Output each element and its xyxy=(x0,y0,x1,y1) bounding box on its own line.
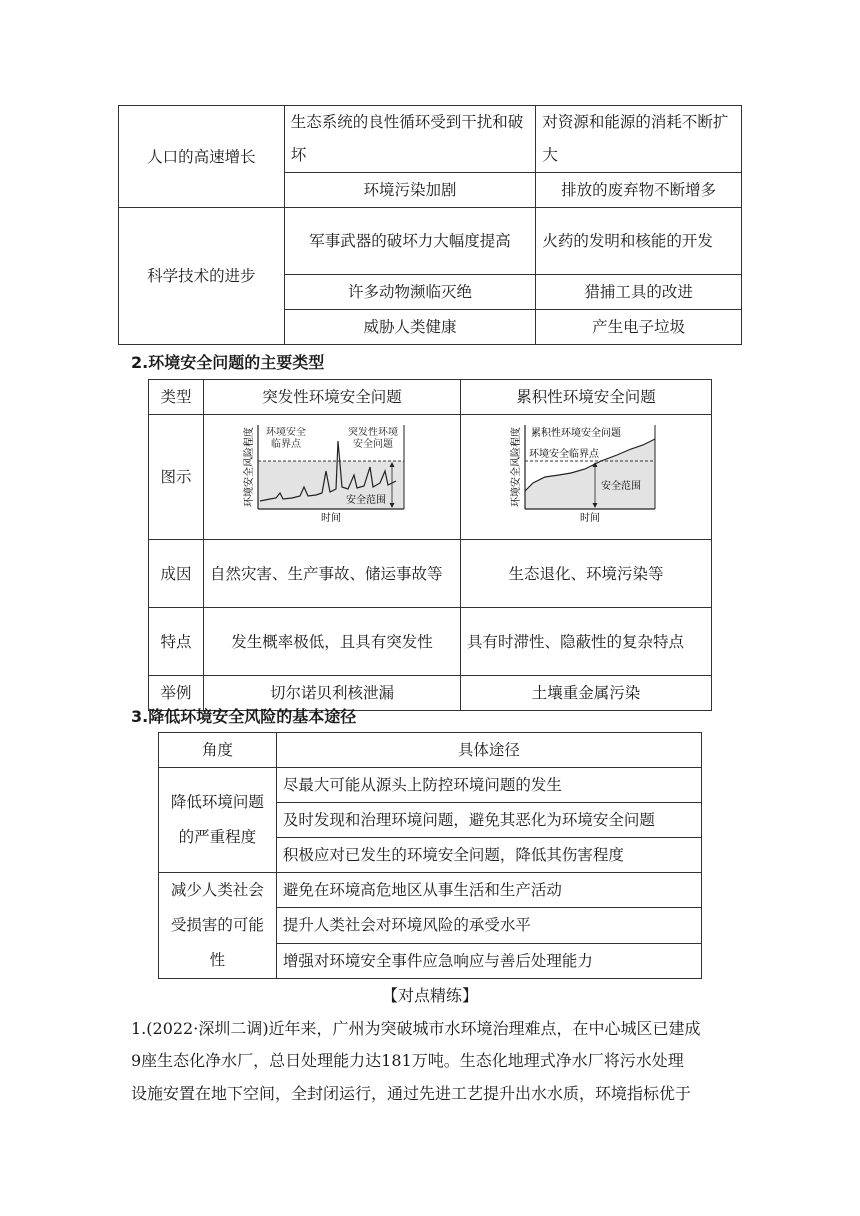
problem-cell: 许多动物濒临灭绝 xyxy=(284,275,536,310)
way-cell: 避免在环境高危地区从事生活和生产活动 xyxy=(276,873,701,908)
sudden-feature-cell: 发生概率极低，且具有突发性 xyxy=(204,608,461,676)
table-row xyxy=(159,768,702,803)
row-label: 图示 xyxy=(149,415,204,540)
paragraph-line: 设施安置在地下空间，全封闭运行，通过先进工艺提升出水水质，环境指标优于 xyxy=(131,1083,692,1103)
row-label: 举例 xyxy=(149,676,204,711)
row-label: 成因 xyxy=(149,540,204,608)
table-row xyxy=(149,415,712,540)
header-cell: 具体途径 xyxy=(276,733,701,768)
table-header-row xyxy=(159,733,702,768)
practice-title: 【对点精练】 xyxy=(381,986,478,1005)
chart-ylabel: 环境安全风险程度 xyxy=(244,427,255,507)
table-row xyxy=(149,608,712,676)
problem-cell: 威胁人类健康 xyxy=(284,310,536,345)
cause-cell: 科学技术的进步 xyxy=(119,208,285,345)
table-row xyxy=(159,873,702,908)
problem-cell: 环境污染加剧 xyxy=(284,173,536,208)
angle-cell: 降低环境问题的严重程度 xyxy=(159,768,277,873)
sudden-cause-cell: 自然灾害、生产事故、储运事故等 xyxy=(204,540,461,608)
range-label: 安全范围 xyxy=(346,495,386,506)
way-cell: 增强对环境安全事件应急响应与善后处理能力 xyxy=(276,943,701,978)
line-label: 累积性环境安全问题 xyxy=(531,428,621,439)
header-cell: 角度 xyxy=(159,733,277,768)
population-technology-table xyxy=(118,105,742,345)
environment-safety-types-table xyxy=(148,379,712,711)
table-row xyxy=(149,540,712,608)
header-cell: 累积性环境安全问题 xyxy=(461,380,712,415)
chart-ylabel: 环境安全风险程度 xyxy=(511,427,522,507)
header-cell: 突发性环境安全问题 xyxy=(204,380,461,415)
threshold-label: 环境安全临界点 xyxy=(266,427,306,450)
practice-paragraph xyxy=(131,1013,741,1110)
problem-cell: 生态系统的良性循环受到干扰和破坏 xyxy=(284,106,536,173)
way-cell: 提升人类社会对环境风险的承受水平 xyxy=(276,908,701,943)
row-label: 特点 xyxy=(149,608,204,676)
way-cell: 尽最大可能从源头上防控环境问题的发生 xyxy=(276,768,701,803)
cumulative-feature-cell: 具有时滞性、隐蔽性的复杂特点 xyxy=(461,608,712,676)
chart-xlabel: 时间 xyxy=(321,513,341,524)
reason-cell: 排放的废弃物不断增多 xyxy=(536,173,742,208)
line-label: 突发性环境安全问题 xyxy=(348,427,398,450)
cumulative-risk-chart xyxy=(461,415,711,527)
angle-cell: 减少人类社会受损害的可能性 xyxy=(159,873,277,979)
paragraph-line: 1.(2022·深圳二调)近年来，广州为突破城市水环境治理难点，在中心城区已建成 xyxy=(131,1019,701,1038)
table-row xyxy=(119,106,742,173)
section-heading: 3.降低环境安全风险的基本途径 xyxy=(131,707,357,726)
risk-reduction-table xyxy=(158,732,702,979)
table-row xyxy=(149,676,712,711)
cumulative-cause-cell: 生态退化、环境污染等 xyxy=(461,540,712,608)
reason-cell: 火药的发明和核能的开发 xyxy=(536,208,742,275)
cumulative-chart-cell xyxy=(461,415,712,540)
reason-cell: 对资源和能源的消耗不断扩大 xyxy=(536,106,742,173)
chart-xlabel: 时间 xyxy=(580,513,600,524)
sudden-example-cell: 切尔诺贝利核泄漏 xyxy=(204,676,461,711)
paragraph-line: 9座生态化净水厂，总日处理能力达181万吨。生态化地理式净水厂将污水处理 xyxy=(131,1051,684,1071)
reason-cell: 产生电子垃圾 xyxy=(536,310,742,345)
cause-cell: 人口的高速增长 xyxy=(119,106,285,208)
table-row xyxy=(119,208,742,275)
header-cell: 类型 xyxy=(149,380,204,415)
table-header-row xyxy=(149,380,712,415)
reason-cell: 猎捕工具的改进 xyxy=(536,275,742,310)
section-heading: 2.环境安全问题的主要类型 xyxy=(131,353,325,372)
threshold-label: 环境安全临界点 xyxy=(529,449,599,460)
range-label: 安全范围 xyxy=(601,481,641,492)
way-cell: 积极应对已发生的环境安全问题，降低其伤害程度 xyxy=(276,838,701,873)
problem-cell: 军事武器的破坏力大幅度提高 xyxy=(284,208,536,275)
cumulative-example-cell: 土壤重金属污染 xyxy=(461,676,712,711)
way-cell: 及时发现和治理环境问题，避免其恶化为环境安全问题 xyxy=(276,803,701,838)
sudden-chart-cell xyxy=(204,415,461,540)
sudden-risk-chart xyxy=(204,415,460,527)
